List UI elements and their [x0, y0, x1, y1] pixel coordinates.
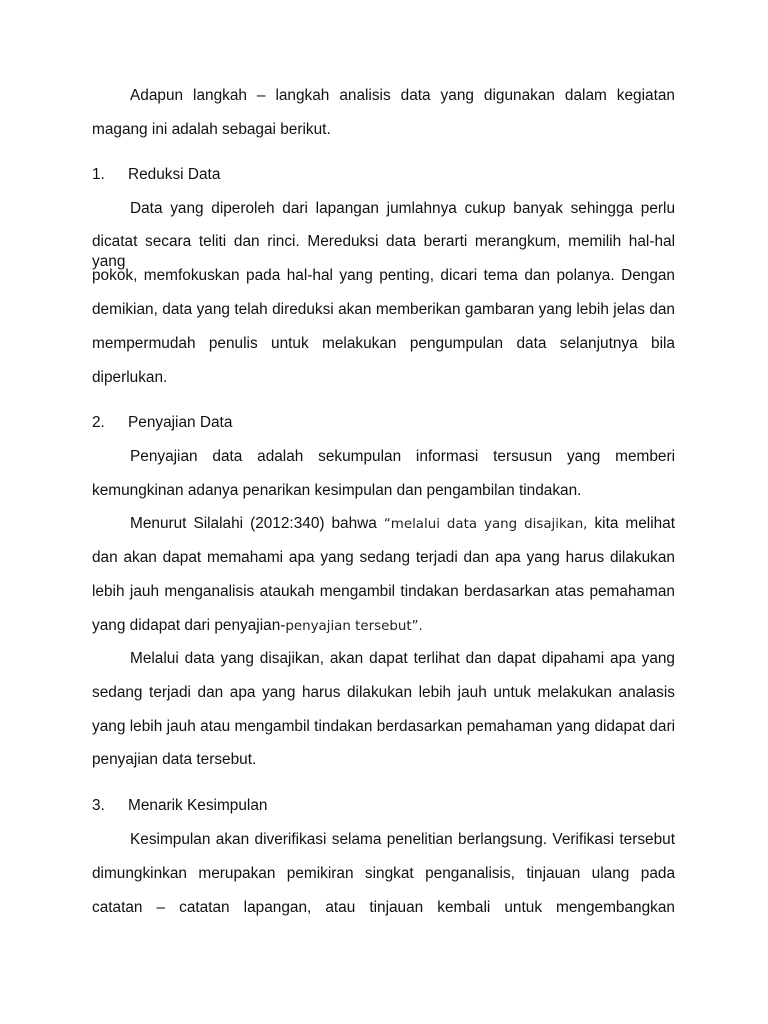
- section-1-line-3: pokok, memfokuskan pada hal-hal yang penting, dicari tema dan polanya. Dengan: [92, 267, 675, 284]
- intro-line-1: Adapun langkah – langkah analisis data yang digunakan dalam kegiatan: [130, 87, 675, 104]
- section-2-line-1: Penyajian data adalah sekumpulan informasi tersusun yang memberi: [130, 448, 675, 465]
- section-3-line-1: Kesimpulan akan diverifikasi selama penelitian berlangsung. Verifikasi tersebut: [130, 831, 675, 848]
- section-1-line-1: Data yang diperoleh dari lapangan jumlahnya cukup banyak sehingga perlu: [130, 200, 675, 217]
- section-1-line-5: mempermudah penulis untuk melakukan pengumpulan data selanjutnya bila: [92, 335, 675, 352]
- section-2-para3-line-2: sedang terjadi dan apa yang harus dilakukan lebih jauh untuk melakukan analasis: [92, 684, 675, 701]
- quote-tail: kita melihat: [594, 515, 676, 532]
- section-2-line-2: kemungkinan adanya penarikan kesimpulan dan pengambilan tindakan.: [92, 482, 582, 499]
- section-2-para3-line-3: yang lebih jauh atau mengambil tindakan berdasarkan pemahaman yang didapat dari: [92, 718, 675, 735]
- section-1-line-6: diperlukan.: [92, 369, 168, 386]
- section-1-line-4: demikian, data yang telah direduksi akan memberikan gambaran yang lebih jelas dan: [92, 301, 675, 318]
- section-1-line-2: dicatat secara teliti dan rinci. Mereduksi data berarti merangkum, memilih hal-hal yang: [92, 233, 675, 270]
- quote-lead: Menurut Silalahi (2012:340) bahwa: [130, 515, 377, 532]
- intro-line-2: magang ini adalah sebagai berikut.: [92, 121, 331, 138]
- section-3-title: Menarik Kesimpulan: [128, 797, 268, 814]
- section-1-number: 1.: [92, 166, 105, 183]
- section-2-number: 2.: [92, 414, 105, 431]
- quote-start: “melalui data yang disajikan,: [383, 517, 588, 532]
- section-2-title: Penyajian Data: [128, 414, 233, 431]
- section-3-line-2: dimungkinkan merupakan pemikiran singkat penganalisis, tinjauan ulang pada: [92, 865, 675, 882]
- section-2-para3-line-1: Melalui data yang disajikan, akan dapat terlihat dan dapat dipahami apa yang: [130, 650, 675, 667]
- quote-para-line-3: lebih jauh menganalisis ataukah mengambil tindakan berdasarkan atas pemahaman: [92, 583, 675, 600]
- section-1-title: Reduksi Data: [128, 166, 221, 183]
- quote-para-line-2: dan akan dapat memahami apa yang sedang terjadi dan apa yang harus dilakukan: [92, 549, 675, 566]
- section-2-para3-line-4: penyajian data tersebut.: [92, 751, 257, 768]
- section-3-number: 3.: [92, 797, 105, 814]
- section-3-heading: [92, 796, 675, 816]
- quote-end: penyajian tersebut”.: [285, 619, 423, 634]
- quote-last-lead: yang didapat dari penyajian-: [92, 617, 286, 634]
- section-1-heading: [92, 165, 675, 185]
- quote-para-line-1: [130, 514, 675, 534]
- section-2-heading: [92, 413, 675, 433]
- section-3-line-3: catatan – catatan lapangan, atau tinjauan kembali untuk mengembangkan: [92, 899, 675, 916]
- quote-para-line-4: [92, 616, 675, 637]
